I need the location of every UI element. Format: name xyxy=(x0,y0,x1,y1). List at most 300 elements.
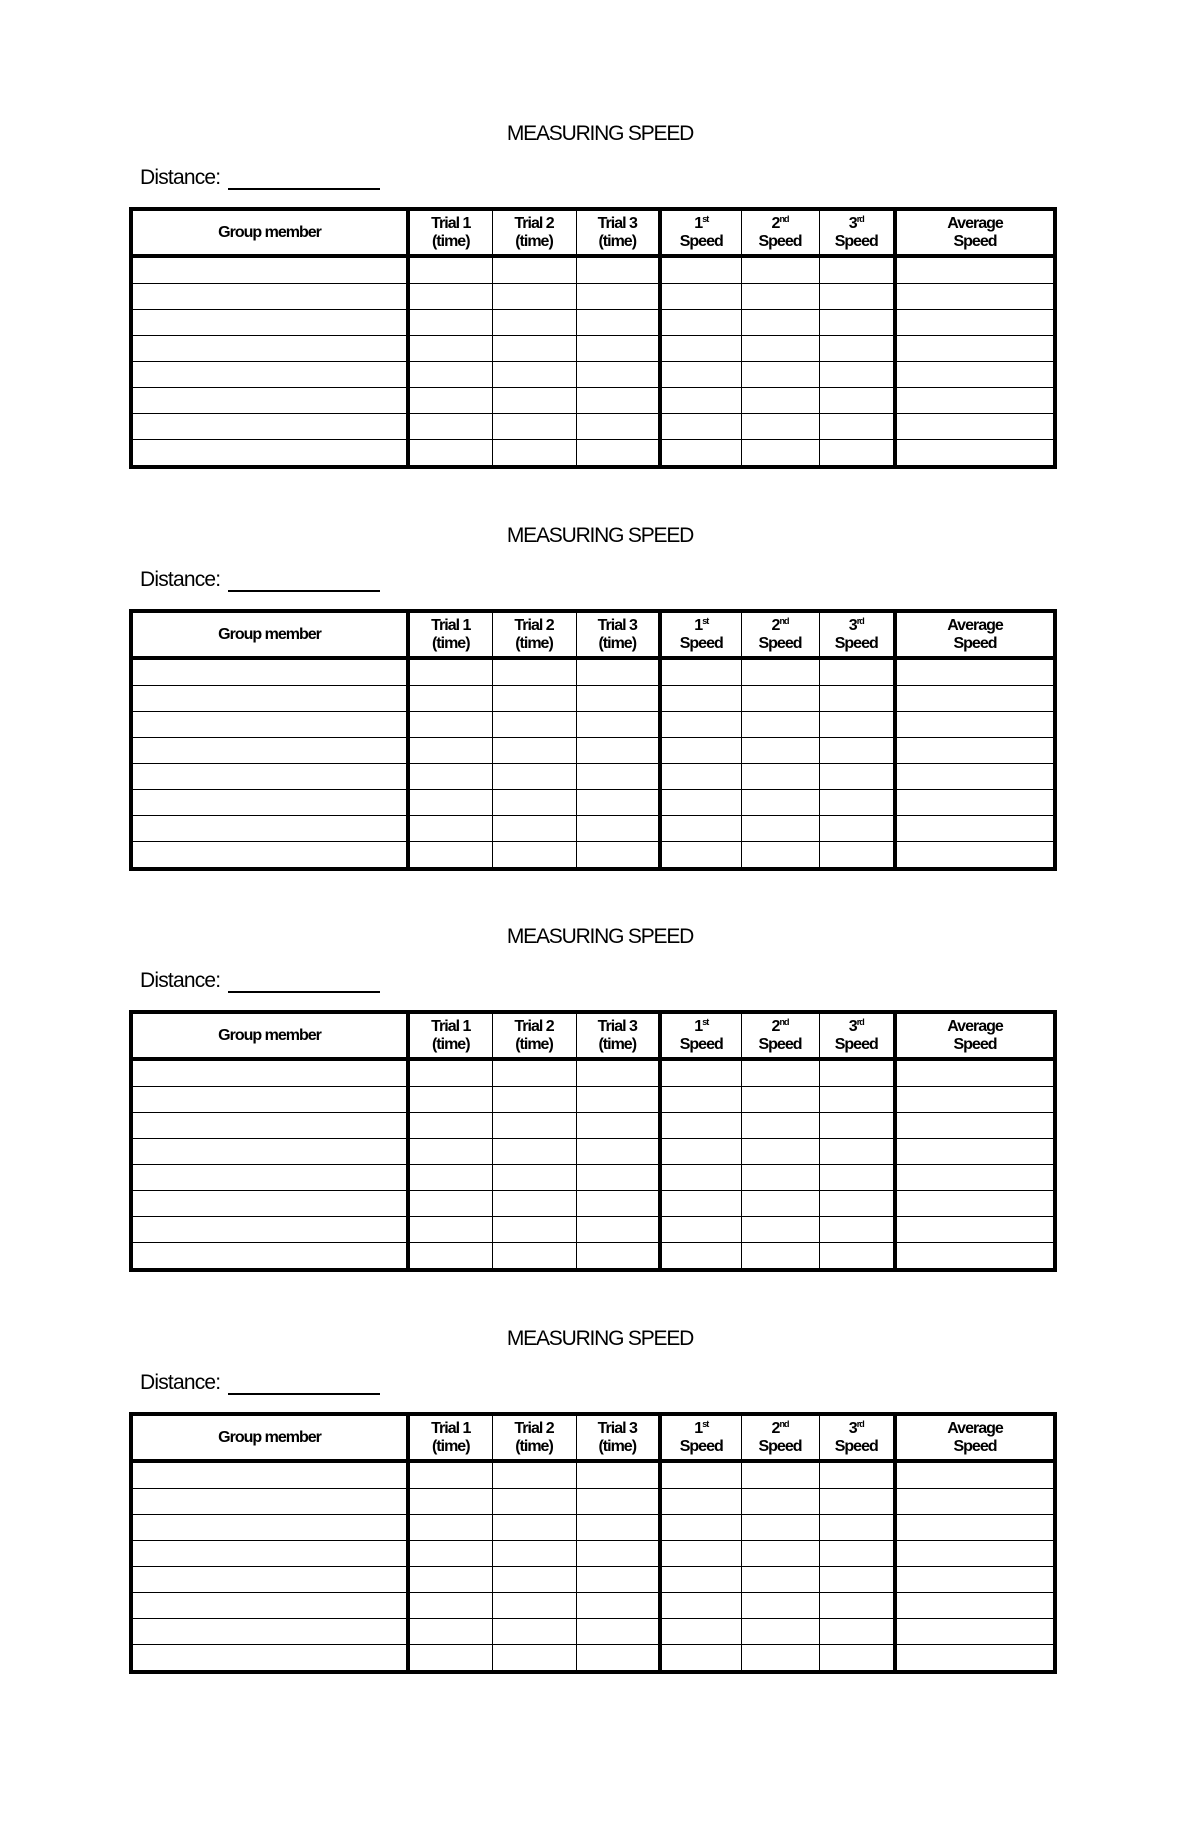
speed-2-cell[interactable] xyxy=(741,1489,819,1515)
group-member-cell[interactable] xyxy=(131,1461,408,1489)
speed-1-cell[interactable] xyxy=(660,764,741,790)
table-row xyxy=(131,440,1055,468)
table-row xyxy=(131,1515,1055,1541)
distance-blank[interactable] xyxy=(228,973,380,993)
trial-1-cell[interactable] xyxy=(408,1139,492,1165)
trial-1-cell[interactable] xyxy=(408,1217,492,1243)
average-speed-cell[interactable] xyxy=(895,1217,1055,1243)
group-member-cell[interactable] xyxy=(131,738,408,764)
average-speed-cell[interactable] xyxy=(895,414,1055,440)
distance-label: Distance: xyxy=(140,568,221,591)
distance-blank[interactable] xyxy=(228,572,380,592)
header-speed-3: 3rd Speed xyxy=(819,209,895,256)
distance-field xyxy=(140,1371,380,1395)
average-speed-cell[interactable] xyxy=(895,738,1055,764)
speed-2-cell[interactable] xyxy=(741,256,819,284)
trial-1-cell[interactable] xyxy=(408,1087,492,1113)
trial-1-cell[interactable] xyxy=(408,686,492,712)
speed-2-cell[interactable] xyxy=(741,1087,819,1113)
trial-2-cell[interactable] xyxy=(492,1489,576,1515)
group-member-cell[interactable] xyxy=(131,1515,408,1541)
trial-3-cell[interactable] xyxy=(576,1515,660,1541)
speed-3-cell[interactable] xyxy=(819,1461,895,1489)
trial-2-cell[interactable] xyxy=(492,1217,576,1243)
trial-1-cell[interactable] xyxy=(408,738,492,764)
group-member-cell[interactable] xyxy=(131,790,408,816)
trial-3-cell[interactable] xyxy=(576,658,660,686)
trial-2-cell[interactable] xyxy=(492,1139,576,1165)
speed-1-cell[interactable] xyxy=(660,284,741,310)
group-member-cell[interactable] xyxy=(131,284,408,310)
trial-2-cell[interactable] xyxy=(492,256,576,284)
distance-label: Distance: xyxy=(140,166,221,189)
header-speed-2: 2nd Speed xyxy=(741,1012,819,1059)
trial-1-cell[interactable] xyxy=(408,1593,492,1619)
speed-1-cell[interactable] xyxy=(660,712,741,738)
trial-2-cell[interactable] xyxy=(492,388,576,414)
table-row xyxy=(131,1593,1055,1619)
average-speed-cell[interactable] xyxy=(895,1059,1055,1087)
table-row xyxy=(131,284,1055,310)
average-speed-cell[interactable] xyxy=(895,310,1055,336)
speed-2-cell[interactable] xyxy=(741,712,819,738)
speed-1-cell[interactable] xyxy=(660,1593,741,1619)
speed-2-cell[interactable] xyxy=(741,790,819,816)
trial-2-cell[interactable] xyxy=(492,1243,576,1271)
group-member-cell[interactable] xyxy=(131,388,408,414)
trial-3-cell[interactable] xyxy=(576,1059,660,1087)
speed-1-cell[interactable] xyxy=(660,1619,741,1645)
group-member-cell[interactable] xyxy=(131,256,408,284)
trial-3-cell[interactable] xyxy=(576,1139,660,1165)
speed-3-cell[interactable] xyxy=(819,842,895,870)
trial-2-cell[interactable] xyxy=(492,1645,576,1673)
speed-3-cell[interactable] xyxy=(819,1489,895,1515)
group-member-cell[interactable] xyxy=(131,1489,408,1515)
speed-2-cell[interactable] xyxy=(741,1165,819,1191)
trial-3-cell[interactable] xyxy=(576,1567,660,1593)
speed-1-cell[interactable] xyxy=(660,1113,741,1139)
trial-3-cell[interactable] xyxy=(576,336,660,362)
trial-3-cell[interactable] xyxy=(576,1461,660,1489)
average-speed-cell[interactable] xyxy=(895,764,1055,790)
speed-2-cell[interactable] xyxy=(741,284,819,310)
speed-1-cell[interactable] xyxy=(660,1217,741,1243)
header-trial-1: Trial 1 (time) xyxy=(408,1414,492,1461)
average-speed-cell[interactable] xyxy=(895,1113,1055,1139)
group-member-cell[interactable] xyxy=(131,1191,408,1217)
trial-1-cell[interactable] xyxy=(408,816,492,842)
speed-1-cell[interactable] xyxy=(660,1087,741,1113)
trial-2-cell[interactable] xyxy=(492,1113,576,1139)
section-title xyxy=(0,1327,1200,1351)
trial-3-cell[interactable] xyxy=(576,1645,660,1673)
trial-1-cell[interactable] xyxy=(408,790,492,816)
speed-3-cell[interactable] xyxy=(819,256,895,284)
trial-1-cell[interactable] xyxy=(408,336,492,362)
speed-3-cell[interactable] xyxy=(819,440,895,468)
speed-1-cell[interactable] xyxy=(660,1165,741,1191)
trial-1-cell[interactable] xyxy=(408,1113,492,1139)
distance-blank[interactable] xyxy=(228,170,380,190)
average-speed-cell[interactable] xyxy=(895,362,1055,388)
speed-1-cell[interactable] xyxy=(660,816,741,842)
speed-1-cell[interactable] xyxy=(660,414,741,440)
trial-2-cell[interactable] xyxy=(492,738,576,764)
header-speed-1: 1st Speed xyxy=(660,611,741,658)
trial-3-cell[interactable] xyxy=(576,1489,660,1515)
trial-3-cell[interactable] xyxy=(576,1217,660,1243)
speed-2-cell[interactable] xyxy=(741,764,819,790)
group-member-cell[interactable] xyxy=(131,1165,408,1191)
trial-1-cell[interactable] xyxy=(408,1191,492,1217)
trial-3-cell[interactable] xyxy=(576,1113,660,1139)
trial-1-cell[interactable] xyxy=(408,1541,492,1567)
group-member-cell[interactable] xyxy=(131,336,408,362)
trial-2-cell[interactable] xyxy=(492,790,576,816)
speed-1-cell[interactable] xyxy=(660,1515,741,1541)
header-speed-3: 3rd Speed xyxy=(819,1012,895,1059)
trial-1-cell[interactable] xyxy=(408,1243,492,1271)
speed-3-cell[interactable] xyxy=(819,658,895,686)
distance-label: Distance: xyxy=(140,1371,221,1394)
speed-3-cell[interactable] xyxy=(819,1645,895,1673)
trial-2-cell[interactable] xyxy=(492,1515,576,1541)
trial-2-cell[interactable] xyxy=(492,1541,576,1567)
speed-2-cell[interactable] xyxy=(741,738,819,764)
trial-2-cell[interactable] xyxy=(492,1593,576,1619)
average-speed-cell[interactable] xyxy=(895,1619,1055,1645)
average-speed-cell[interactable] xyxy=(895,1567,1055,1593)
speed-1-cell[interactable] xyxy=(660,388,741,414)
average-speed-cell[interactable] xyxy=(895,712,1055,738)
trial-3-cell[interactable] xyxy=(576,790,660,816)
trial-1-cell[interactable] xyxy=(408,1645,492,1673)
trial-1-cell[interactable] xyxy=(408,1165,492,1191)
group-member-cell[interactable] xyxy=(131,1645,408,1673)
distance-field xyxy=(140,568,380,592)
average-speed-cell[interactable] xyxy=(895,1515,1055,1541)
average-speed-cell[interactable] xyxy=(895,1139,1055,1165)
speed-3-cell[interactable] xyxy=(819,712,895,738)
group-member-cell[interactable] xyxy=(131,816,408,842)
header-trial-1: Trial 1 (time) xyxy=(408,611,492,658)
speed-2-cell[interactable] xyxy=(741,1243,819,1271)
section-title-text: MEASURING SPEED xyxy=(506,122,694,145)
group-member-cell[interactable] xyxy=(131,440,408,468)
speed-1-cell[interactable] xyxy=(660,658,741,686)
trial-3-cell[interactable] xyxy=(576,816,660,842)
speed-2-cell[interactable] xyxy=(741,1515,819,1541)
speed-2-cell[interactable] xyxy=(741,1541,819,1567)
trial-3-cell[interactable] xyxy=(576,686,660,712)
trial-2-cell[interactable] xyxy=(492,1619,576,1645)
speed-2-cell[interactable] xyxy=(741,1645,819,1673)
average-speed-cell[interactable] xyxy=(895,658,1055,686)
header-speed-3: 3rd Speed xyxy=(819,611,895,658)
trial-3-cell[interactable] xyxy=(576,256,660,284)
trial-3-cell[interactable] xyxy=(576,1165,660,1191)
trial-3-cell[interactable] xyxy=(576,1593,660,1619)
speed-1-cell[interactable] xyxy=(660,1541,741,1567)
speed-3-cell[interactable] xyxy=(819,1139,895,1165)
trial-1-cell[interactable] xyxy=(408,1619,492,1645)
speed-3-cell[interactable] xyxy=(819,1243,895,1271)
trial-1-cell[interactable] xyxy=(408,440,492,468)
speed-3-cell[interactable] xyxy=(819,764,895,790)
trial-1-cell[interactable] xyxy=(408,310,492,336)
speed-3-cell[interactable] xyxy=(819,738,895,764)
group-member-cell[interactable] xyxy=(131,686,408,712)
trial-1-cell[interactable] xyxy=(408,388,492,414)
trial-2-cell[interactable] xyxy=(492,764,576,790)
header-trial-3: Trial 3 (time) xyxy=(576,1414,660,1461)
speed-2-cell[interactable] xyxy=(741,686,819,712)
speed-1-cell[interactable] xyxy=(660,1059,741,1087)
speed-2-cell[interactable] xyxy=(741,310,819,336)
speed-2-cell[interactable] xyxy=(741,1113,819,1139)
group-member-cell[interactable] xyxy=(131,1059,408,1087)
average-speed-cell[interactable] xyxy=(895,790,1055,816)
trial-1-cell[interactable] xyxy=(408,256,492,284)
average-speed-cell[interactable] xyxy=(895,440,1055,468)
group-member-cell[interactable] xyxy=(131,842,408,870)
trial-2-cell[interactable] xyxy=(492,842,576,870)
trial-3-cell[interactable] xyxy=(576,310,660,336)
speed-3-cell[interactable] xyxy=(819,310,895,336)
average-speed-cell[interactable] xyxy=(895,1165,1055,1191)
trial-2-cell[interactable] xyxy=(492,1087,576,1113)
trial-2-cell[interactable] xyxy=(492,362,576,388)
trial-2-cell[interactable] xyxy=(492,712,576,738)
trial-1-cell[interactable] xyxy=(408,842,492,870)
speed-3-cell[interactable] xyxy=(819,1087,895,1113)
speed-2-cell[interactable] xyxy=(741,658,819,686)
speed-1-cell[interactable] xyxy=(660,738,741,764)
trial-1-cell[interactable] xyxy=(408,1489,492,1515)
speed-3-cell[interactable] xyxy=(819,336,895,362)
trial-2-cell[interactable] xyxy=(492,1461,576,1489)
table-row xyxy=(131,414,1055,440)
group-member-cell[interactable] xyxy=(131,1619,408,1645)
speed-3-cell[interactable] xyxy=(819,686,895,712)
speed-2-cell[interactable] xyxy=(741,388,819,414)
trial-3-cell[interactable] xyxy=(576,362,660,388)
speed-2-cell[interactable] xyxy=(741,1059,819,1087)
speed-1-cell[interactable] xyxy=(660,1243,741,1271)
speed-2-cell[interactable] xyxy=(741,414,819,440)
speed-1-cell[interactable] xyxy=(660,362,741,388)
speed-1-cell[interactable] xyxy=(660,336,741,362)
speed-1-cell[interactable] xyxy=(660,842,741,870)
trial-1-cell[interactable] xyxy=(408,1567,492,1593)
speed-3-cell[interactable] xyxy=(819,1593,895,1619)
trial-3-cell[interactable] xyxy=(576,764,660,790)
group-member-cell[interactable] xyxy=(131,764,408,790)
table-row xyxy=(131,686,1055,712)
speed-2-cell[interactable] xyxy=(741,362,819,388)
group-member-cell[interactable] xyxy=(131,712,408,738)
average-speed-cell[interactable] xyxy=(895,1087,1055,1113)
speed-1-cell[interactable] xyxy=(660,1489,741,1515)
group-member-cell[interactable] xyxy=(131,1541,408,1567)
group-member-cell[interactable] xyxy=(131,1113,408,1139)
trial-1-cell[interactable] xyxy=(408,1059,492,1087)
trial-3-cell[interactable] xyxy=(576,1243,660,1271)
speed-1-cell[interactable] xyxy=(660,256,741,284)
group-member-cell[interactable] xyxy=(131,1217,408,1243)
trial-2-cell[interactable] xyxy=(492,658,576,686)
trial-1-cell[interactable] xyxy=(408,1515,492,1541)
speed-3-cell[interactable] xyxy=(819,284,895,310)
speed-1-cell[interactable] xyxy=(660,1139,741,1165)
average-speed-cell[interactable] xyxy=(895,1541,1055,1567)
group-member-cell[interactable] xyxy=(131,414,408,440)
speed-2-cell[interactable] xyxy=(741,1217,819,1243)
trial-2-cell[interactable] xyxy=(492,414,576,440)
average-speed-cell[interactable] xyxy=(895,1243,1055,1271)
trial-3-cell[interactable] xyxy=(576,1087,660,1113)
trial-3-cell[interactable] xyxy=(576,842,660,870)
table-row xyxy=(131,1217,1055,1243)
speed-3-cell[interactable] xyxy=(819,816,895,842)
speed-1-cell[interactable] xyxy=(660,1191,741,1217)
trial-2-cell[interactable] xyxy=(492,1191,576,1217)
trial-1-cell[interactable] xyxy=(408,1461,492,1489)
trial-3-cell[interactable] xyxy=(576,1541,660,1567)
section-title xyxy=(0,524,1200,548)
trial-3-cell[interactable] xyxy=(576,712,660,738)
group-member-cell[interactable] xyxy=(131,1567,408,1593)
speed-3-cell[interactable] xyxy=(819,1567,895,1593)
speed-3-cell[interactable] xyxy=(819,1191,895,1217)
average-speed-cell[interactable] xyxy=(895,1489,1055,1515)
section-title-text: MEASURING SPEED xyxy=(506,925,694,948)
table-row xyxy=(131,1489,1055,1515)
speed-3-cell[interactable] xyxy=(819,362,895,388)
average-speed-cell[interactable] xyxy=(895,336,1055,362)
table-row xyxy=(131,1619,1055,1645)
group-member-cell[interactable] xyxy=(131,1139,408,1165)
group-member-cell[interactable] xyxy=(131,310,408,336)
trial-2-cell[interactable] xyxy=(492,310,576,336)
trial-2-cell[interactable] xyxy=(492,440,576,468)
header-row xyxy=(131,611,1055,658)
speed-3-cell[interactable] xyxy=(819,1113,895,1139)
trial-1-cell[interactable] xyxy=(408,658,492,686)
header-group-member: Group member xyxy=(131,1012,408,1059)
speed-3-cell[interactable] xyxy=(819,1165,895,1191)
trial-3-cell[interactable] xyxy=(576,440,660,468)
trial-3-cell[interactable] xyxy=(576,738,660,764)
trial-2-cell[interactable] xyxy=(492,816,576,842)
trial-3-cell[interactable] xyxy=(576,388,660,414)
header-average-speed: Average Speed xyxy=(895,1012,1055,1059)
trial-2-cell[interactable] xyxy=(492,686,576,712)
speed-2-cell[interactable] xyxy=(741,1567,819,1593)
trial-2-cell[interactable] xyxy=(492,1059,576,1087)
group-member-cell[interactable] xyxy=(131,658,408,686)
speed-2-cell[interactable] xyxy=(741,842,819,870)
average-speed-cell[interactable] xyxy=(895,686,1055,712)
speed-2-cell[interactable] xyxy=(741,816,819,842)
average-speed-cell[interactable] xyxy=(895,1645,1055,1673)
trial-3-cell[interactable] xyxy=(576,414,660,440)
speed-2-cell[interactable] xyxy=(741,1593,819,1619)
trial-1-cell[interactable] xyxy=(408,284,492,310)
trial-2-cell[interactable] xyxy=(492,1567,576,1593)
trial-2-cell[interactable] xyxy=(492,284,576,310)
speed-2-cell[interactable] xyxy=(741,440,819,468)
header-speed-2: 2nd Speed xyxy=(741,209,819,256)
average-speed-cell[interactable] xyxy=(895,1593,1055,1619)
group-member-cell[interactable] xyxy=(131,1087,408,1113)
speed-3-cell[interactable] xyxy=(819,1059,895,1087)
trial-1-cell[interactable] xyxy=(408,414,492,440)
average-speed-cell[interactable] xyxy=(895,388,1055,414)
speed-3-cell[interactable] xyxy=(819,388,895,414)
speed-3-cell[interactable] xyxy=(819,1541,895,1567)
speed-1-cell[interactable] xyxy=(660,1645,741,1673)
speed-1-cell[interactable] xyxy=(660,790,741,816)
distance-field xyxy=(140,166,380,190)
header-trial-2: Trial 2 (time) xyxy=(492,1414,576,1461)
table-row xyxy=(131,336,1055,362)
speed-2-cell[interactable] xyxy=(741,1191,819,1217)
speed-table xyxy=(129,609,1057,871)
group-member-cell[interactable] xyxy=(131,362,408,388)
trial-2-cell[interactable] xyxy=(492,1165,576,1191)
average-speed-cell[interactable] xyxy=(895,842,1055,870)
trial-3-cell[interactable] xyxy=(576,1619,660,1645)
trial-1-cell[interactable] xyxy=(408,764,492,790)
average-speed-cell[interactable] xyxy=(895,284,1055,310)
average-speed-cell[interactable] xyxy=(895,1461,1055,1489)
group-member-cell[interactable] xyxy=(131,1243,408,1271)
speed-1-cell[interactable] xyxy=(660,686,741,712)
speed-1-cell[interactable] xyxy=(660,1461,741,1489)
speed-2-cell[interactable] xyxy=(741,1139,819,1165)
speed-1-cell[interactable] xyxy=(660,1567,741,1593)
trial-2-cell[interactable] xyxy=(492,336,576,362)
average-speed-cell[interactable] xyxy=(895,1191,1055,1217)
distance-blank[interactable] xyxy=(228,1375,380,1395)
table-row xyxy=(131,1541,1055,1567)
trial-3-cell[interactable] xyxy=(576,284,660,310)
speed-3-cell[interactable] xyxy=(819,1217,895,1243)
speed-2-cell[interactable] xyxy=(741,1619,819,1645)
average-speed-cell[interactable] xyxy=(895,816,1055,842)
group-member-cell[interactable] xyxy=(131,1593,408,1619)
speed-2-cell[interactable] xyxy=(741,1461,819,1489)
speed-2-cell[interactable] xyxy=(741,336,819,362)
speed-1-cell[interactable] xyxy=(660,440,741,468)
header-trial-2: Trial 2 (time) xyxy=(492,1012,576,1059)
table-row xyxy=(131,310,1055,336)
header-speed-2: 2nd Speed xyxy=(741,611,819,658)
header-group-member: Group member xyxy=(131,1414,408,1461)
average-speed-cell[interactable] xyxy=(895,256,1055,284)
trial-1-cell[interactable] xyxy=(408,362,492,388)
speed-3-cell[interactable] xyxy=(819,414,895,440)
section-title-text: MEASURING SPEED xyxy=(506,524,694,547)
speed-3-cell[interactable] xyxy=(819,1515,895,1541)
trial-3-cell[interactable] xyxy=(576,1191,660,1217)
trial-1-cell[interactable] xyxy=(408,712,492,738)
speed-3-cell[interactable] xyxy=(819,790,895,816)
speed-1-cell[interactable] xyxy=(660,310,741,336)
speed-3-cell[interactable] xyxy=(819,1619,895,1645)
